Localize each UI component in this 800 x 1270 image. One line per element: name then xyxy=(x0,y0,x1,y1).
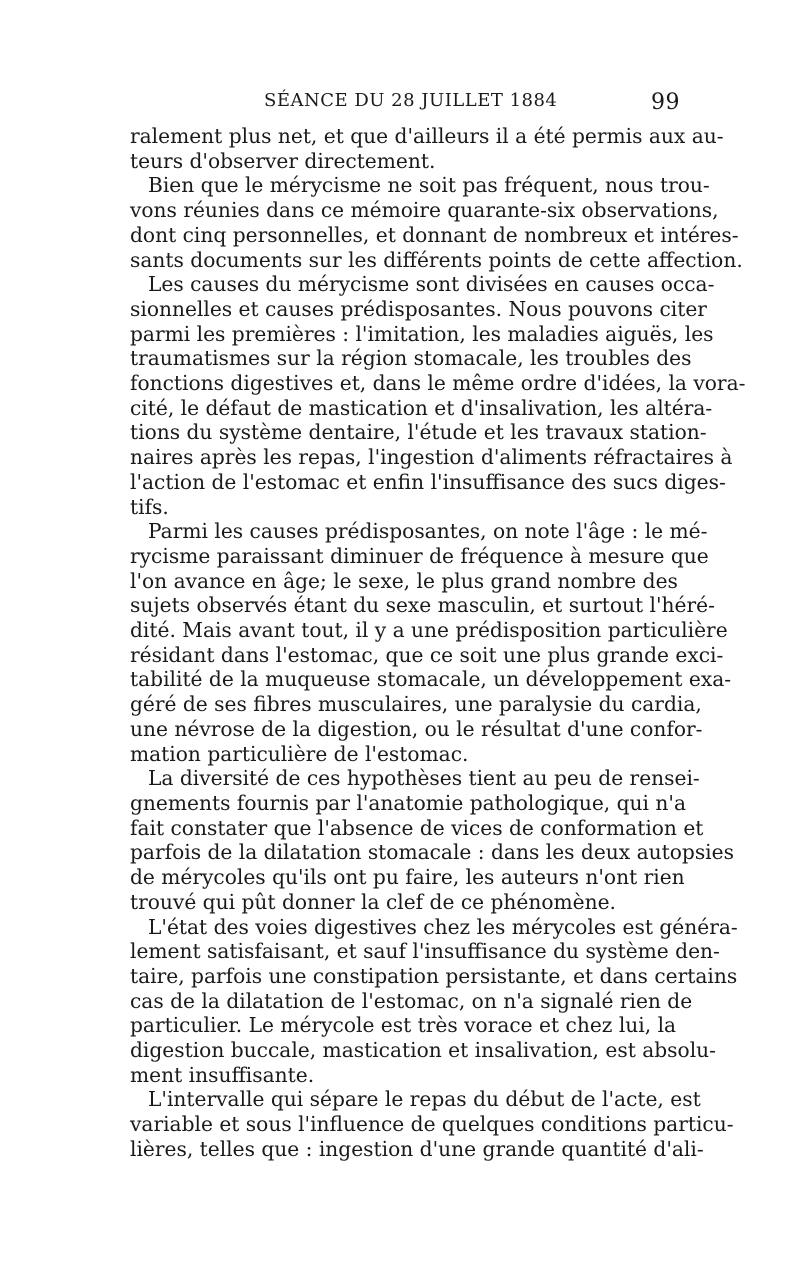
text-line: Parmi les causes prédisposantes, on note l'âge : le mé- xyxy=(148,519,708,544)
paragraph xyxy=(130,173,743,272)
text-line: cité, le défaut de mastication et d'insalivation, les altéra- xyxy=(130,395,713,420)
text-line: l'action de l'estomac et enfin l'insuffisance des sucs diges- xyxy=(130,469,726,494)
text-line: sujets observés étant du sexe masculin, et surtout l'héré- xyxy=(130,593,715,618)
text-line: variable et sous l'influence de quelques conditions particu- xyxy=(130,1112,734,1137)
text-line: fait constater que l'absence de vices de conformation et xyxy=(130,815,704,840)
text-line: trouvé qui pût donner la clef de ce phénomène. xyxy=(130,889,616,914)
text-line: mation particulière de l'estomac. xyxy=(130,741,469,766)
body-text xyxy=(130,124,746,1162)
text-line: de mérycoles qu'ils ont pu faire, les auteurs n'ont rien xyxy=(130,865,685,890)
paragraph xyxy=(130,1087,734,1161)
text-line: gnements fournis par l'anatomie pathologique, qui n'a xyxy=(130,790,687,815)
text-line: La diversité de ces hypothèses tient au peu de rensei- xyxy=(148,766,700,791)
text-line: lières, telles que : ingestion d'une grande quantité d'ali- xyxy=(130,1136,704,1161)
text-line: sionnelles et causes prédisposantes. Nous pouvons citer xyxy=(130,296,707,321)
text-line: teurs d'observer directement. xyxy=(130,148,436,173)
text-line: ralement plus net, et que d'ailleurs il a été permis aux au- xyxy=(130,124,724,148)
paragraph xyxy=(130,519,732,766)
text-line: digestion buccale, mastication et insalivation, est absolu- xyxy=(130,1038,716,1063)
text-line: dité. Mais avant tout, il y a une prédisposition particulière xyxy=(130,618,728,643)
text-line: naires après les repas, l'ingestion d'aliments réfractaires à xyxy=(130,445,733,470)
text-line: Bien que le mérycisme ne soit pas fréquent, nous trou- xyxy=(148,173,710,198)
text-line: lement satisfaisant, et sauf l'insuffisance du système den- xyxy=(130,939,720,964)
text-line: sants documents sur les différents points de cette affection. xyxy=(130,247,743,272)
text-line: L'intervalle qui sépare le repas du début de l'acte, est xyxy=(148,1087,701,1112)
text-line: fonctions digestives et, dans le même ordre d'idées, la vora- xyxy=(130,371,746,396)
paragraph xyxy=(130,272,746,519)
text-line: rycisme paraissant diminuer de fréquence à mesure que xyxy=(130,543,709,568)
text-line: vons réunies dans ce mémoire quarante-six observations, xyxy=(130,198,719,223)
text-line: ment insuffisante. xyxy=(130,1062,315,1087)
paragraph xyxy=(130,124,724,173)
page-header xyxy=(140,90,680,120)
text-line: Les causes du mérycisme sont divisées en causes occa- xyxy=(148,272,715,297)
text-line: traumatismes sur la région stomacale, les troubles des xyxy=(130,346,692,371)
text-line: taire, parfois une constipation persistante, et dans certains xyxy=(130,963,738,988)
text-line: dont cinq personnelles, et donnant de nombreux et intéres- xyxy=(130,222,739,247)
text-line: l'on avance en âge; le sexe, le plus grand nombre des xyxy=(130,568,678,593)
text-line: particulier. Le mérycole est très vorace et chez lui, la xyxy=(130,1013,677,1038)
page-number: 99 xyxy=(651,90,680,115)
text-line: une névrose de la digestion, ou le résultat d'une confor- xyxy=(130,716,703,741)
running-title: SÉANCE DU 28 JUILLET 1884 xyxy=(264,90,558,111)
text-line: résidant dans l'estomac, que ce soit une plus grande exci- xyxy=(130,642,724,667)
paragraph xyxy=(130,766,734,914)
paragraph xyxy=(130,914,738,1088)
text-line: parfois de la dilatation stomacale : dans les deux autopsies xyxy=(130,840,734,865)
text-line: L'état des voies digestives chez les mérycoles est généra- xyxy=(148,914,738,939)
text-line: tions du système dentaire, l'étude et les travaux station- xyxy=(130,420,707,445)
text-line: géré de ses fibres musculaires, une paralysie du cardia, xyxy=(130,692,702,717)
text-line: cas de la dilatation de l'estomac, on n'a signalé rien de xyxy=(130,988,693,1013)
text-line: tabilité de la muqueuse stomacale, un développement exa- xyxy=(130,667,732,692)
text-line: parmi les premières : l'imitation, les maladies aiguës, les xyxy=(130,321,714,346)
text-line: tifs. xyxy=(130,494,169,519)
